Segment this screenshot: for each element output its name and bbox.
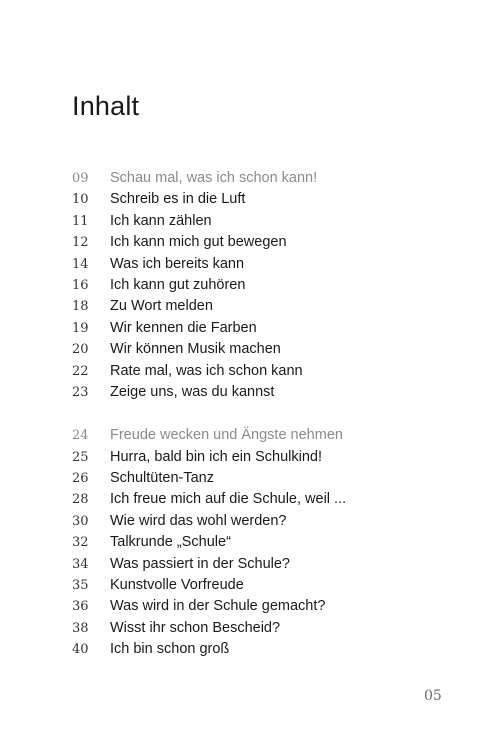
toc-page-number: 10 [72,192,89,208]
toc-entry-title: Was wird in der Schule gemacht? [110,598,326,615]
toc-entry-title: Was passiert in der Schule? [110,555,290,572]
toc-entry[interactable] [72,318,472,339]
toc-entry[interactable] [72,618,472,639]
toc-section-title: Freude wecken und Ängste nehmen [110,427,343,444]
toc-page-number: 24 [72,428,89,444]
toc-page-number: 22 [72,363,89,379]
toc-entry-title: Ich kann mich gut bewegen [110,234,287,251]
toc-page-number: 26 [72,471,89,487]
toc-entry-title: Wie wird das wohl werden? [110,512,287,529]
toc-entry-title: Zu Wort melden [110,298,213,315]
toc-entry[interactable] [72,275,472,296]
toc-entry-title: Schultüten-Tanz [110,470,214,487]
toc-page-number: 28 [72,492,89,508]
toc-entry-title: Was ich bereits kann [110,255,245,272]
toc-page-number: 12 [72,235,89,251]
toc-entry[interactable] [72,468,472,489]
toc-page-number: 11 [72,213,89,229]
toc-entry-title: Zeige uns, was du kannst [110,383,275,400]
toc-entry-title: Wir kennen die Farben [110,319,257,336]
toc-entry[interactable] [72,211,472,232]
toc-section-heading[interactable] [72,168,472,189]
toc-entry-title: Ich freue mich auf die Schule, weil ... [110,491,347,508]
toc-entry[interactable] [72,639,472,660]
toc-entry-title: Kunstvolle Vorfreude [110,577,244,594]
toc-page-number: 23 [72,384,89,400]
toc-entry[interactable] [72,232,472,253]
toc-page-number: 34 [72,556,89,572]
toc-entry-title: Ich bin schon groß [110,641,230,658]
toc-entry[interactable] [72,554,472,575]
toc-page-number: 18 [72,299,89,315]
toc-entry[interactable] [72,339,472,360]
toc-entry[interactable] [72,254,472,275]
toc-page-number: 20 [72,342,89,358]
toc-page-number: 35 [72,578,89,594]
toc-entry-title: Wir können Musik machen [110,341,281,358]
section-spacer [72,403,472,425]
toc-entry-title: Schreib es in die Luft [110,191,246,208]
toc-entry[interactable] [72,382,472,403]
toc-entry[interactable] [72,296,472,317]
toc-page-number: 30 [72,513,89,529]
toc-entry[interactable] [72,532,472,553]
toc-page-number: 25 [72,449,89,465]
toc-entry[interactable] [72,361,472,382]
toc-entry[interactable] [72,489,472,510]
toc-page-number: 32 [72,535,89,551]
toc-entry-title: Talkrunde „Schule“ [110,534,231,551]
page-title: Inhalt [72,91,140,121]
toc-page-number: 38 [72,620,89,636]
table-of-contents [72,168,472,661]
toc-page-number: 19 [72,320,89,336]
toc-page-number: 14 [72,256,89,272]
toc-entry-title: Rate mal, was ich schon kann [110,362,303,379]
toc-section-heading[interactable] [72,425,472,446]
toc-page-number: 36 [72,599,89,615]
toc-entry[interactable] [72,447,472,468]
toc-entry[interactable] [72,511,472,532]
toc-page-number: 09 [72,171,89,186]
toc-page-number: 40 [72,642,89,658]
toc-entry-title: Ich kann zählen [110,212,212,229]
toc-entry-title: Hurra, bald bin ich ein Schulkind! [110,448,322,465]
toc-entry[interactable] [72,189,472,210]
toc-section-title: Schau mal, was ich schon kann! [110,170,318,186]
toc-entry-title: Wisst ihr schon Bescheid? [110,619,281,636]
toc-entry-title: Ich kann gut zuhören [110,276,246,293]
toc-entry[interactable] [72,575,472,596]
toc-page-number: 16 [72,277,89,293]
toc-entry[interactable] [72,596,472,617]
page-number-folio: 05 [424,688,442,704]
